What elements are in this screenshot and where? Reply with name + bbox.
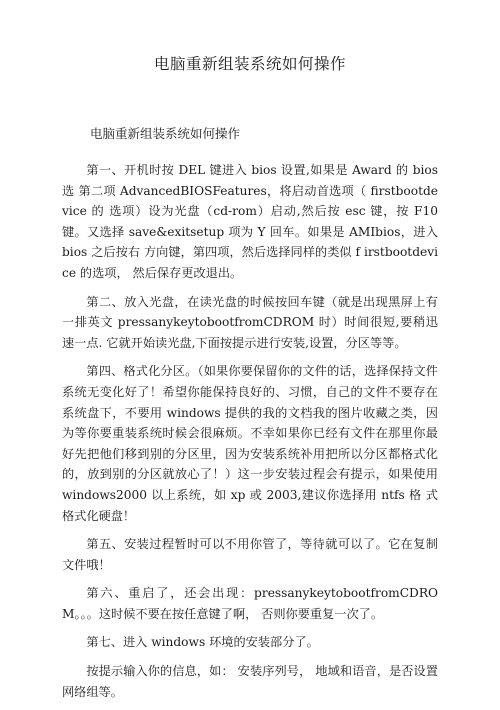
paragraph-step-6: 第六、重启了，还会出现：pressanykeytobootfromCDROM。。。这时候不要在按任意键了啊， 否则你要重复一次了。 (62, 586, 438, 621)
paragraph-step-1: 第一、开机时按 DEL 键进入 bios 设置,如果是 Award 的 bios 选 第二项 AdvancedBIOSFeatures，将启动首选项（ firstbootdevice 的 选项）设为光盘（cd-rom）启动,然后按 esc 键，按 F10 键。又选择 save&exitsetup 项为 Y 回车。如果是 AMIbios，进入 bios 之后按右 方向键，第四项，然后选择同样的类似 f irstbootdevice 的选项， 然后保存更改退出。 (62, 163, 438, 280)
document-body (62, 160, 438, 710)
page-title: 电脑重新组装系统如何操作 (153, 55, 346, 73)
paragraph-step-5: 第五、安装过程暂时可以不用你管了，等待就可以了。它在复制文件哦！ (62, 537, 438, 572)
paragraph-step-7: 第七、进入 windows 环境的安装部分了。 (86, 635, 319, 650)
paragraph-step-4: 第四、格式化分区。（如果你要保留你的文件的话，选择保持文件系统无变化好了！希望你能保持良好的、习惯，自己的文件不要存在系统盘下，不要用 windows 提供的我的文档我的图片收藏之类，因为等你要重装系统时候会很麻烦。不幸如果你已经有文件在那里你最好先把他们移到别的分区里，因为安装系统补用把所以分区都格式化的，放到别的分区就放心了！）这一步安装过程会有提示，如果使用 windows2000 以上系统，如 xp 或 2003,建议你选择用 ntfs 格 式格式化硬盘！ (62, 364, 438, 523)
paragraph-step-2: 第二、放入光盘，在读光盘的时候按回车键（就是出现黑屏上有一排英文 pressanykeytobootfromCDROM 时）时间很短,要稍迅速一点. 它就开始读光盘,下面按提示进行安装,设置，分区等等。 (62, 294, 438, 350)
section-heading: 电脑重新组装系统如何操作 (90, 126, 241, 141)
paragraph-input-info: 按提示输入你的信息，如： 安装序列号， 地域和语音，是否设置 网络组等。 (62, 664, 438, 699)
